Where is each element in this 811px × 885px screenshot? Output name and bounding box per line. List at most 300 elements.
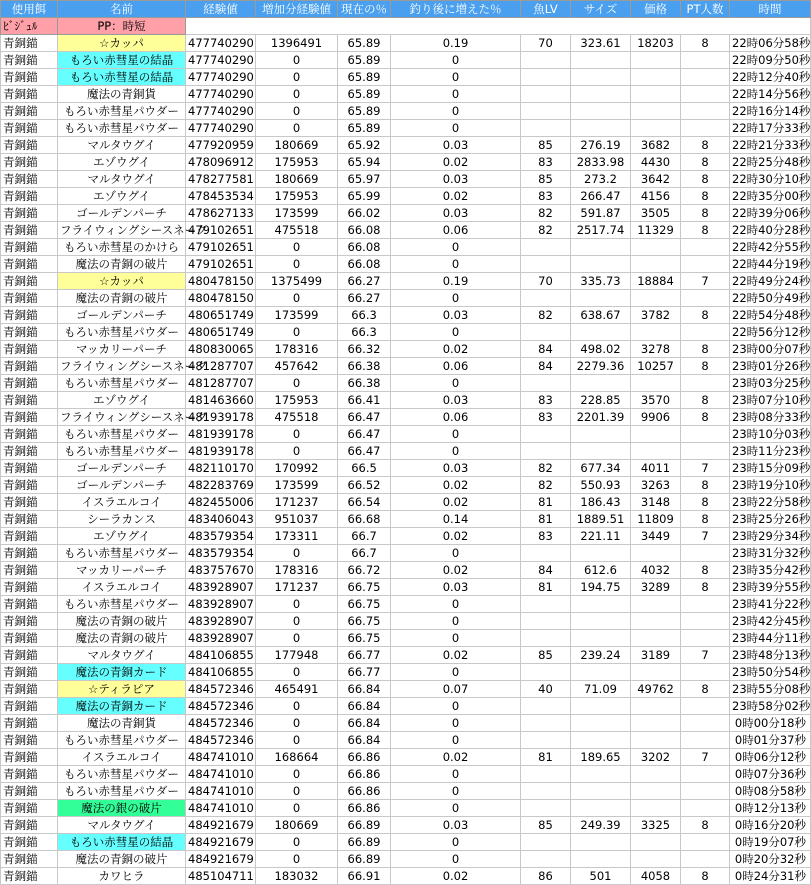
cell-price[interactable] — [631, 426, 681, 443]
cell-name[interactable]: マルタウグイ — [58, 171, 186, 188]
cell-pt[interactable] — [681, 596, 730, 613]
cell-price[interactable] — [631, 375, 681, 392]
col-header-pt[interactable]: PT人数 — [681, 1, 730, 18]
cell-pct[interactable]: 65.89 — [338, 52, 391, 69]
cell-inc[interactable]: 0.03 — [391, 817, 521, 834]
cell-pt[interactable]: 8 — [681, 817, 730, 834]
cell-lv[interactable] — [521, 375, 571, 392]
cell-user[interactable]: 青銅錨 — [1, 834, 58, 851]
cell-gain[interactable]: 0 — [256, 52, 338, 69]
cell-price[interactable] — [631, 834, 681, 851]
cell-name[interactable]: 魔法の青銅の破片 — [58, 290, 186, 307]
cell-user[interactable]: 青銅錨 — [1, 732, 58, 749]
cell-price[interactable] — [631, 69, 681, 86]
cell-gain[interactable]: 0 — [256, 443, 338, 460]
cell-size[interactable]: 335.73 — [571, 273, 631, 290]
cell-pct[interactable]: 66.7 — [338, 545, 391, 562]
cell-lv[interactable] — [521, 86, 571, 103]
cell-lv[interactable] — [521, 52, 571, 69]
cell-lv[interactable] — [521, 834, 571, 851]
cell-lv[interactable] — [521, 851, 571, 868]
cell-pt[interactable] — [681, 290, 730, 307]
cell-exp[interactable]: 477740290 — [186, 52, 256, 69]
cell-time[interactable]: 0時07分36秒 — [730, 766, 811, 783]
cell-pt[interactable]: 8 — [681, 341, 730, 358]
cell-lv[interactable] — [521, 732, 571, 749]
cell-pt[interactable] — [681, 239, 730, 256]
cell-user[interactable]: 青銅錨 — [1, 273, 58, 290]
cell-inc[interactable]: 0 — [391, 698, 521, 715]
cell-size[interactable] — [571, 715, 631, 732]
cell-lv[interactable] — [521, 596, 571, 613]
cell-lv[interactable]: 82 — [521, 307, 571, 324]
cell-pct[interactable]: 66.38 — [338, 358, 391, 375]
cell-gain[interactable]: 0 — [256, 120, 338, 137]
cell-name[interactable]: もろい赤彗星パウダー — [58, 120, 186, 137]
cell-pt[interactable]: 8 — [681, 477, 730, 494]
cell-inc[interactable]: 0.06 — [391, 409, 521, 426]
cell-time[interactable]: 0時06分12秒 — [730, 749, 811, 766]
cell-pt[interactable]: 7 — [681, 647, 730, 664]
cell-user[interactable]: 青銅錨 — [1, 766, 58, 783]
cell-time[interactable]: 0時08分58秒 — [730, 783, 811, 800]
cell-pt[interactable]: 7 — [681, 749, 730, 766]
cell-user[interactable]: 青銅錨 — [1, 239, 58, 256]
cell-pct[interactable]: 66.7 — [338, 528, 391, 545]
cell-exp[interactable]: 480478150 — [186, 273, 256, 290]
cell-pct[interactable]: 66.84 — [338, 698, 391, 715]
cell-pt[interactable]: 8 — [681, 35, 730, 52]
cell-exp[interactable]: 483579354 — [186, 528, 256, 545]
cell-gain[interactable]: 951037 — [256, 511, 338, 528]
cell-name[interactable]: フライウィングシースネーク — [58, 222, 186, 239]
cell-name[interactable]: もろい赤彗星の結晶 — [58, 52, 186, 69]
cell-lv[interactable] — [521, 69, 571, 86]
cell-exp[interactable]: 477740290 — [186, 86, 256, 103]
cell-size[interactable]: 2833.98 — [571, 154, 631, 171]
cell-exp[interactable]: 482455006 — [186, 494, 256, 511]
cell-inc[interactable]: 0.02 — [391, 494, 521, 511]
cell-size[interactable] — [571, 256, 631, 273]
cell-exp[interactable]: 478453534 — [186, 188, 256, 205]
cell-exp[interactable]: 484572346 — [186, 715, 256, 732]
cell-price[interactable]: 4156 — [631, 188, 681, 205]
cell-lv[interactable]: 83 — [521, 409, 571, 426]
cell-gain[interactable]: 0 — [256, 715, 338, 732]
cell-size[interactable] — [571, 732, 631, 749]
cell-pt[interactable] — [681, 800, 730, 817]
cell-gain[interactable]: 0 — [256, 630, 338, 647]
cell-exp[interactable]: 481463660 — [186, 392, 256, 409]
cell-exp[interactable]: 480651749 — [186, 324, 256, 341]
cell-name[interactable]: ゴールデンパーチ — [58, 460, 186, 477]
cell-user[interactable]: 青銅錨 — [1, 307, 58, 324]
cell-name[interactable]: もろい赤彗星パウダー — [58, 783, 186, 800]
col-header-lv[interactable]: 魚LV — [521, 1, 571, 18]
cell-lv[interactable]: 70 — [521, 35, 571, 52]
cell-name[interactable]: フライウィングシースネーク — [58, 358, 186, 375]
cell-lv[interactable] — [521, 324, 571, 341]
cell-user[interactable]: 青銅錨 — [1, 511, 58, 528]
cell-gain[interactable]: 0 — [256, 426, 338, 443]
cell-pt[interactable]: 7 — [681, 273, 730, 290]
cell-size[interactable]: 71.09 — [571, 681, 631, 698]
cell-inc[interactable]: 0.19 — [391, 273, 521, 290]
cell-inc[interactable]: 0.02 — [391, 562, 521, 579]
cell-gain[interactable]: 0 — [256, 766, 338, 783]
cell-exp[interactable]: 480830065 — [186, 341, 256, 358]
cell-user[interactable]: 青銅錨 — [1, 783, 58, 800]
cell-exp[interactable]: 477740290 — [186, 69, 256, 86]
cell-size[interactable] — [571, 545, 631, 562]
cell-inc[interactable]: 0.02 — [391, 528, 521, 545]
cell-pct[interactable]: 66.89 — [338, 817, 391, 834]
cell-price[interactable] — [631, 732, 681, 749]
cell-inc[interactable]: 0.19 — [391, 35, 521, 52]
cell-lv[interactable]: 85 — [521, 171, 571, 188]
cell-price[interactable]: 3682 — [631, 137, 681, 154]
cell-inc[interactable]: 0 — [391, 613, 521, 630]
cell-pct[interactable]: 66.47 — [338, 443, 391, 460]
cell-gain[interactable]: 173599 — [256, 477, 338, 494]
cell-name[interactable]: 魔法の青銅カード — [58, 698, 186, 715]
cell-price[interactable]: 11809 — [631, 511, 681, 528]
cell-time[interactable]: 22時35分00秒 — [730, 188, 811, 205]
cell-pt[interactable] — [681, 256, 730, 273]
cell-lv[interactable]: 83 — [521, 154, 571, 171]
cell-lv[interactable]: 83 — [521, 528, 571, 545]
cell-time[interactable]: 23時35分42秒 — [730, 562, 811, 579]
cell-price[interactable]: 3505 — [631, 205, 681, 222]
cell-name[interactable]: もろい赤彗星パウダー — [58, 426, 186, 443]
cell-exp[interactable]: 484741010 — [186, 800, 256, 817]
cell-time[interactable]: 23時55分08秒 — [730, 681, 811, 698]
cell-price[interactable]: 3325 — [631, 817, 681, 834]
cell-time[interactable]: 22時14分56秒 — [730, 86, 811, 103]
cell-price[interactable] — [631, 52, 681, 69]
cell-user[interactable]: 青銅錨 — [1, 409, 58, 426]
cell-pct[interactable]: 66.77 — [338, 647, 391, 664]
cell-pt[interactable] — [681, 69, 730, 86]
cell-pct[interactable]: 66.27 — [338, 273, 391, 290]
cell-pct[interactable]: 66.86 — [338, 766, 391, 783]
cell-price[interactable]: 3263 — [631, 477, 681, 494]
cell-user[interactable]: 青銅錨 — [1, 817, 58, 834]
cell-inc[interactable]: 0.03 — [391, 137, 521, 154]
cell-price[interactable]: 11329 — [631, 222, 681, 239]
cell-time[interactable]: 22時09分50秒 — [730, 52, 811, 69]
cell-exp[interactable]: 484106855 — [186, 664, 256, 681]
cell-gain[interactable]: 171237 — [256, 579, 338, 596]
cell-exp[interactable]: 484572346 — [186, 698, 256, 715]
cell-lv[interactable]: 81 — [521, 579, 571, 596]
cell-inc[interactable]: 0 — [391, 715, 521, 732]
cell-inc[interactable]: 0 — [391, 103, 521, 120]
cell-time[interactable]: 23時44分11秒 — [730, 630, 811, 647]
cell-inc[interactable]: 0 — [391, 86, 521, 103]
cell-exp[interactable]: 484921679 — [186, 817, 256, 834]
cell-gain[interactable]: 0 — [256, 800, 338, 817]
cell-exp[interactable]: 482110170 — [186, 460, 256, 477]
cell-lv[interactable] — [521, 783, 571, 800]
cell-gain[interactable]: 180669 — [256, 171, 338, 188]
cell-size[interactable] — [571, 290, 631, 307]
cell-name[interactable]: もろい赤彗星パウダー — [58, 766, 186, 783]
cell-name[interactable]: もろい赤彗星パウダー — [58, 443, 186, 460]
cell-exp[interactable]: 483406043 — [186, 511, 256, 528]
cell-name[interactable]: 魔法の青銅の破片 — [58, 613, 186, 630]
cell-price[interactable]: 3148 — [631, 494, 681, 511]
cell-pct[interactable]: 65.89 — [338, 86, 391, 103]
cell-exp[interactable]: 482283769 — [186, 477, 256, 494]
cell-price[interactable]: 18203 — [631, 35, 681, 52]
cell-gain[interactable]: 175953 — [256, 154, 338, 171]
cell-exp[interactable]: 484921679 — [186, 851, 256, 868]
sub-header-empty[interactable] — [186, 18, 811, 35]
cell-price[interactable] — [631, 664, 681, 681]
cell-pt[interactable] — [681, 698, 730, 715]
cell-exp[interactable]: 485104711 — [186, 868, 256, 885]
cell-pct[interactable]: 66.54 — [338, 494, 391, 511]
cell-pct[interactable]: 66.27 — [338, 290, 391, 307]
cell-price[interactable] — [631, 613, 681, 630]
cell-lv[interactable] — [521, 630, 571, 647]
cell-gain[interactable]: 175953 — [256, 188, 338, 205]
cell-size[interactable]: 2279.36 — [571, 358, 631, 375]
cell-user[interactable]: 青銅錨 — [1, 154, 58, 171]
cell-user[interactable]: 青銅錨 — [1, 579, 58, 596]
cell-lv[interactable] — [521, 103, 571, 120]
cell-inc[interactable]: 0 — [391, 120, 521, 137]
cell-price[interactable] — [631, 783, 681, 800]
cell-time[interactable]: 22時06分58秒 — [730, 35, 811, 52]
cell-user[interactable]: 青銅錨 — [1, 324, 58, 341]
cell-name[interactable]: エゾウグイ — [58, 188, 186, 205]
cell-lv[interactable] — [521, 256, 571, 273]
cell-pct[interactable]: 66.86 — [338, 749, 391, 766]
cell-pt[interactable]: 7 — [681, 460, 730, 477]
cell-user[interactable]: 青銅錨 — [1, 528, 58, 545]
cell-pt[interactable] — [681, 52, 730, 69]
cell-name[interactable]: エゾウグイ — [58, 154, 186, 171]
cell-pt[interactable] — [681, 834, 730, 851]
cell-size[interactable] — [571, 52, 631, 69]
cell-price[interactable] — [631, 545, 681, 562]
cell-exp[interactable]: 484741010 — [186, 749, 256, 766]
cell-time[interactable]: 22時49分24秒 — [730, 273, 811, 290]
cell-inc[interactable]: 0 — [391, 375, 521, 392]
cell-pt[interactable] — [681, 443, 730, 460]
cell-price[interactable]: 4011 — [631, 460, 681, 477]
cell-time[interactable]: 23時10分03秒 — [730, 426, 811, 443]
cell-user[interactable]: 青銅錨 — [1, 188, 58, 205]
cell-exp[interactable]: 477740290 — [186, 35, 256, 52]
cell-pt[interactable]: 8 — [681, 681, 730, 698]
cell-exp[interactable]: 481939178 — [186, 409, 256, 426]
cell-size[interactable]: 186.43 — [571, 494, 631, 511]
cell-exp[interactable]: 483928907 — [186, 630, 256, 647]
cell-time[interactable]: 0時12分13秒 — [730, 800, 811, 817]
col-header-price[interactable]: 価格 — [631, 1, 681, 18]
cell-size[interactable]: 189.65 — [571, 749, 631, 766]
cell-lv[interactable] — [521, 443, 571, 460]
cell-pt[interactable]: 8 — [681, 205, 730, 222]
cell-pct[interactable]: 66.38 — [338, 375, 391, 392]
cell-time[interactable]: 0時00分18秒 — [730, 715, 811, 732]
cell-gain[interactable]: 178316 — [256, 562, 338, 579]
cell-name[interactable]: もろい赤彗星パウダー — [58, 324, 186, 341]
cell-user[interactable]: 青銅錨 — [1, 868, 58, 885]
cell-gain[interactable]: 1375499 — [256, 273, 338, 290]
cell-pt[interactable] — [681, 86, 730, 103]
cell-lv[interactable]: 84 — [521, 358, 571, 375]
cell-gain[interactable]: 0 — [256, 256, 338, 273]
cell-pct[interactable]: 66.02 — [338, 205, 391, 222]
cell-time[interactable]: 23時29分34秒 — [730, 528, 811, 545]
cell-exp[interactable]: 483928907 — [186, 613, 256, 630]
cell-time[interactable]: 0時01分37秒 — [730, 732, 811, 749]
cell-inc[interactable]: 0.02 — [391, 749, 521, 766]
cell-time[interactable]: 23時58分02秒 — [730, 698, 811, 715]
cell-lv[interactable]: 82 — [521, 460, 571, 477]
cell-inc[interactable]: 0 — [391, 69, 521, 86]
cell-time[interactable]: 22時16分14秒 — [730, 103, 811, 120]
cell-pt[interactable]: 8 — [681, 171, 730, 188]
cell-exp[interactable]: 480478150 — [186, 290, 256, 307]
cell-inc[interactable]: 0 — [391, 834, 521, 851]
cell-inc[interactable]: 0.02 — [391, 868, 521, 885]
cell-pct[interactable]: 66.52 — [338, 477, 391, 494]
cell-time[interactable]: 23時19分10秒 — [730, 477, 811, 494]
cell-name[interactable]: 魔法の青銅の破片 — [58, 851, 186, 868]
cell-price[interactable] — [631, 120, 681, 137]
cell-time[interactable]: 23時11分23秒 — [730, 443, 811, 460]
cell-name[interactable]: もろい赤彗星パウダー — [58, 732, 186, 749]
cell-lv[interactable]: 84 — [521, 341, 571, 358]
cell-name[interactable]: マルタウグイ — [58, 137, 186, 154]
cell-exp[interactable]: 481287707 — [186, 358, 256, 375]
cell-lv[interactable]: 85 — [521, 647, 571, 664]
cell-size[interactable]: 550.93 — [571, 477, 631, 494]
cell-gain[interactable]: 173311 — [256, 528, 338, 545]
cell-name[interactable]: 魔法の青銅の破片 — [58, 256, 186, 273]
cell-time[interactable]: 23時42分45秒 — [730, 613, 811, 630]
cell-exp[interactable]: 480651749 — [186, 307, 256, 324]
cell-exp[interactable]: 484106855 — [186, 647, 256, 664]
cell-price[interactable]: 4430 — [631, 154, 681, 171]
cell-exp[interactable]: 484572346 — [186, 732, 256, 749]
cell-price[interactable]: 3189 — [631, 647, 681, 664]
cell-price[interactable] — [631, 596, 681, 613]
cell-user[interactable]: 青銅錨 — [1, 205, 58, 222]
cell-size[interactable]: 612.6 — [571, 562, 631, 579]
cell-pt[interactable] — [681, 613, 730, 630]
cell-price[interactable]: 3642 — [631, 171, 681, 188]
cell-inc[interactable]: 0.03 — [391, 460, 521, 477]
cell-size[interactable]: 266.47 — [571, 188, 631, 205]
cell-inc[interactable]: 0.06 — [391, 222, 521, 239]
cell-user[interactable]: 青銅錨 — [1, 256, 58, 273]
cell-gain[interactable]: 0 — [256, 239, 338, 256]
cell-name[interactable]: 魔法の青銅カード — [58, 664, 186, 681]
cell-exp[interactable]: 478627133 — [186, 205, 256, 222]
cell-price[interactable] — [631, 239, 681, 256]
cell-exp[interactable]: 484741010 — [186, 766, 256, 783]
cell-gain[interactable]: 0 — [256, 698, 338, 715]
cell-pct[interactable]: 66.75 — [338, 596, 391, 613]
cell-inc[interactable]: 0.03 — [391, 392, 521, 409]
cell-name[interactable]: マルタウグイ — [58, 647, 186, 664]
cell-gain[interactable]: 0 — [256, 545, 338, 562]
cell-lv[interactable]: 81 — [521, 749, 571, 766]
cell-pt[interactable] — [681, 851, 730, 868]
cell-size[interactable]: 2517.74 — [571, 222, 631, 239]
cell-name[interactable]: イスラエルコイ — [58, 579, 186, 596]
cell-price[interactable]: 10257 — [631, 358, 681, 375]
cell-lv[interactable] — [521, 120, 571, 137]
cell-gain[interactable]: 457642 — [256, 358, 338, 375]
cell-time[interactable]: 22時56分12秒 — [730, 324, 811, 341]
cell-inc[interactable]: 0.02 — [391, 477, 521, 494]
cell-inc[interactable]: 0.02 — [391, 154, 521, 171]
cell-size[interactable] — [571, 630, 631, 647]
cell-user[interactable]: 青銅錨 — [1, 630, 58, 647]
cell-inc[interactable]: 0.06 — [391, 358, 521, 375]
cell-pt[interactable]: 8 — [681, 154, 730, 171]
cell-pt[interactable]: 8 — [681, 392, 730, 409]
cell-size[interactable]: 638.67 — [571, 307, 631, 324]
cell-user[interactable]: 青銅錨 — [1, 69, 58, 86]
col-header-inc[interactable]: 釣り後に増えた％ — [391, 1, 521, 18]
cell-time[interactable]: 22時44分19秒 — [730, 256, 811, 273]
cell-exp[interactable]: 479102651 — [186, 222, 256, 239]
cell-gain[interactable]: 0 — [256, 834, 338, 851]
cell-user[interactable]: 青銅錨 — [1, 392, 58, 409]
cell-name[interactable]: もろい赤彗星の結晶 — [58, 69, 186, 86]
cell-size[interactable] — [571, 443, 631, 460]
cell-user[interactable]: 青銅錨 — [1, 341, 58, 358]
cell-pct[interactable]: 65.97 — [338, 171, 391, 188]
cell-exp[interactable]: 484921679 — [186, 834, 256, 851]
cell-pct[interactable]: 66.75 — [338, 579, 391, 596]
cell-user[interactable]: 青銅錨 — [1, 596, 58, 613]
cell-lv[interactable] — [521, 698, 571, 715]
cell-lv[interactable]: 40 — [521, 681, 571, 698]
cell-exp[interactable]: 484572346 — [186, 681, 256, 698]
cell-size[interactable] — [571, 239, 631, 256]
cell-user[interactable]: 青銅錨 — [1, 477, 58, 494]
cell-name[interactable]: マルタウグイ — [58, 817, 186, 834]
cell-pct[interactable]: 66.77 — [338, 664, 391, 681]
cell-pt[interactable]: 8 — [681, 137, 730, 154]
cell-user[interactable]: 青銅錨 — [1, 749, 58, 766]
cell-gain[interactable]: 180669 — [256, 137, 338, 154]
cell-gain[interactable]: 1396491 — [256, 35, 338, 52]
cell-user[interactable]: 青銅錨 — [1, 120, 58, 137]
cell-price[interactable]: 3449 — [631, 528, 681, 545]
cell-user[interactable]: 青銅錨 — [1, 664, 58, 681]
cell-time[interactable]: 22時21分33秒 — [730, 137, 811, 154]
cell-price[interactable]: 3202 — [631, 749, 681, 766]
cell-lv[interactable]: 82 — [521, 477, 571, 494]
cell-pct[interactable]: 66.72 — [338, 562, 391, 579]
cell-lv[interactable] — [521, 715, 571, 732]
cell-exp[interactable]: 477740290 — [186, 103, 256, 120]
cell-pct[interactable]: 66.84 — [338, 715, 391, 732]
cell-inc[interactable]: 0.03 — [391, 307, 521, 324]
cell-price[interactable]: 9906 — [631, 409, 681, 426]
cell-price[interactable] — [631, 443, 681, 460]
